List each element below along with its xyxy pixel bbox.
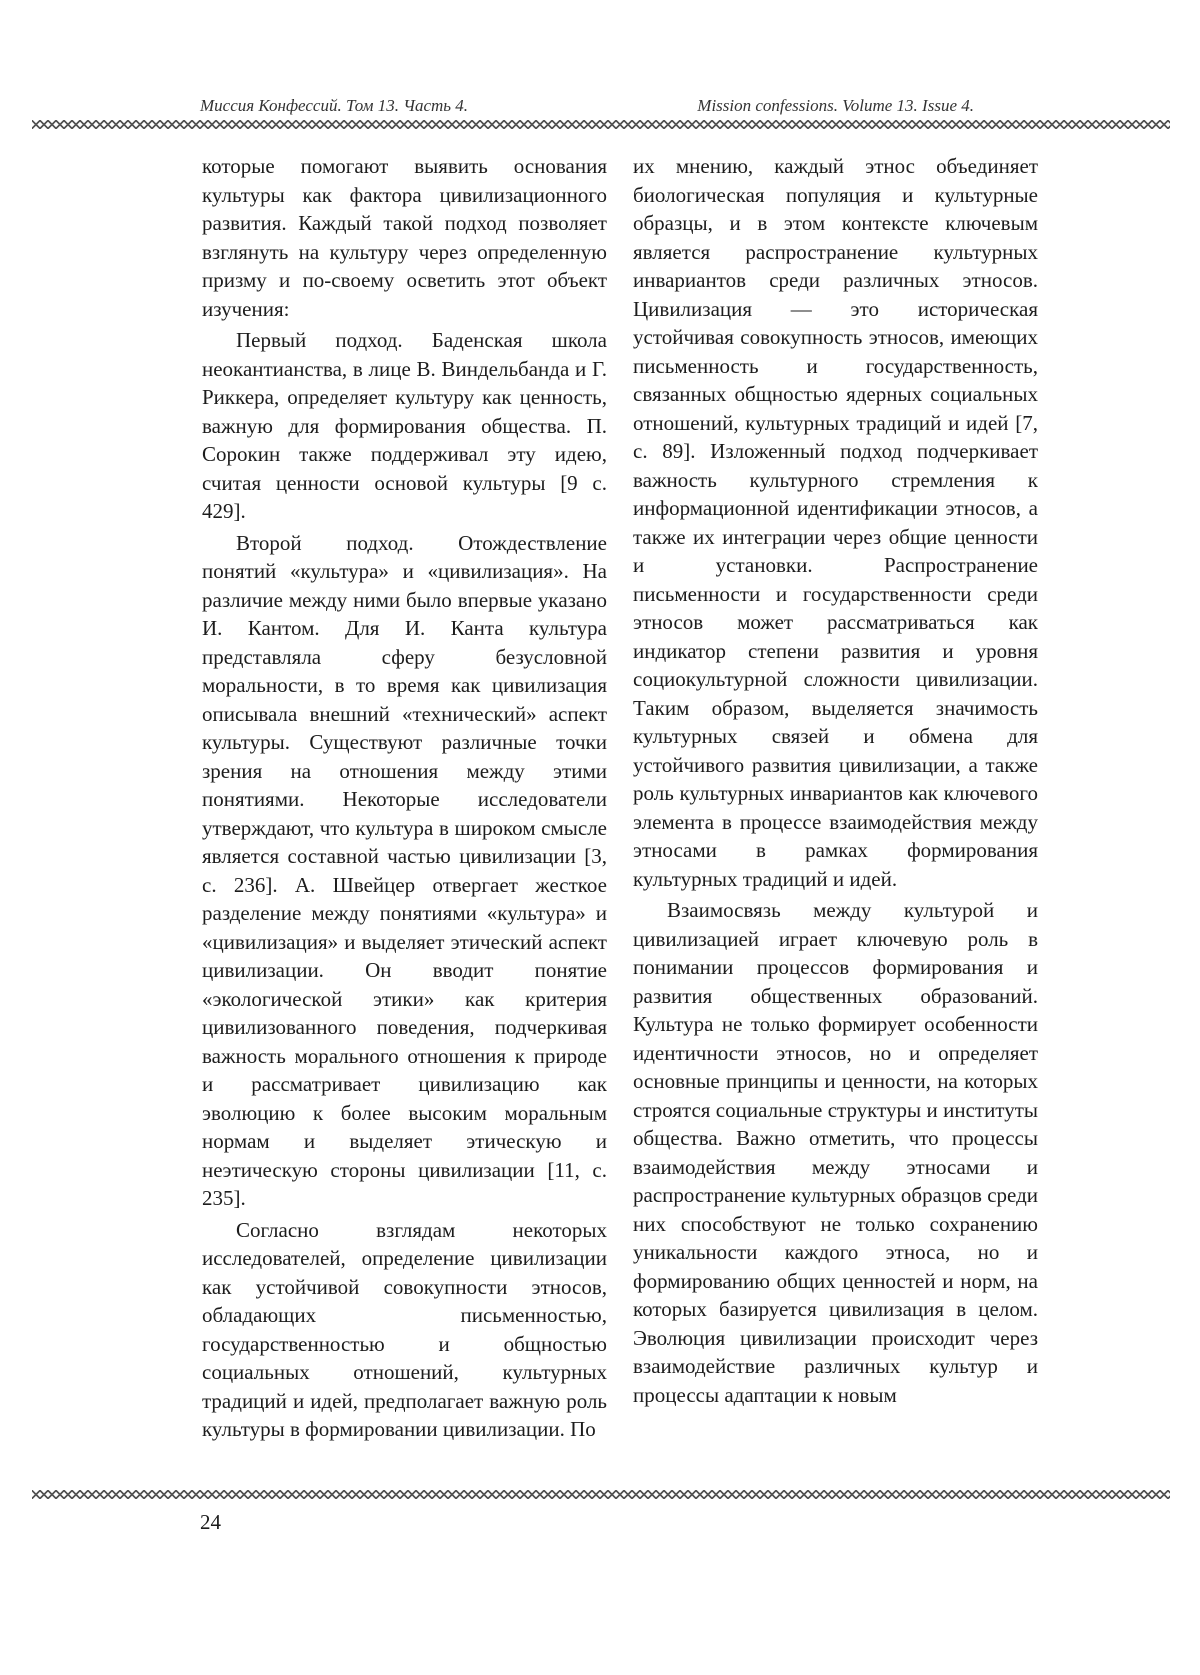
top-ornament-divider bbox=[32, 120, 1170, 129]
page-number: 24 bbox=[200, 1510, 221, 1534]
paragraph: Первый подход. Баденская школа неокантианства, в лице В. Виндельбанда и Г. Риккера, определяет культуру как ценность, важную для формирования общества. П. Сорокин также поддерживал эту идею, считая ценности основой культуры [9 с. 429]. bbox=[202, 328, 607, 523]
right-column bbox=[633, 152, 1038, 1472]
paragraph: Второй подход. Отождествление понятий «культура» и «цивилизация». На различие между ними было впервые указано И. Кантом. Для И. Канта культура представляла сферу безусловной моральности, в то время как цивилизация описывала внешний «технический» аспект культуры. Существуют различные точки зрения на отношения между этими понятиями. Некоторые исследователи утверждают, что культура в широком смысле является составной частью цивилизации [3, с. 236]. А. Швейцер отвергает жесткое разделение между понятиями «культура» и «цивилизация» и выделяет этический аспект цивилизации. Он вводит понятие «экологической этики» как критерия цивилизованного поведения, подчеркивая важность морального отношения к природе и рассматривает цивилизацию как эволюцию к более высоким моральным нормам и выделяет этическую и неэтическую стороны цивилизации [11, с. 235]. bbox=[202, 530, 607, 1210]
running-header-left: Миссия Конфессий. Том 13. Часть 4. bbox=[200, 96, 469, 115]
running-header-right: Mission confessions. Volume 13. Issue 4. bbox=[697, 96, 974, 115]
paragraph: Согласно взглядам некоторых исследователей, определение цивилизации как устойчивой совокупности этносов, обладающих письменностью, государственностью и общностью социальных отношений, культурных традиций и идей, предполагает важную роль культуры в формировании цивилизации. По bbox=[202, 1217, 607, 1441]
paragraph: Взаимосвязь между культурой и цивилизацией играет ключевую роль в понимании процессов формирования и развития общественных образований. Культура не только формирует особенности идентичности этносов, но и определяет основные принципы и ценности, на которых строятся социальные структуры и институты общества. Важно отметить, что процессы взаимодействия между этносами и распространение культурных образцов среди них способствуют не только сохранению уникальности каждого этноса, но и формированию общих ценностей и норм, на которых базируется цивилизация в целом. Эволюция цивилизации происходит через взаимодействие различных культур и процессы адаптации к новым bbox=[633, 898, 1038, 1407]
bottom-ornament-divider bbox=[32, 1490, 1170, 1499]
left-column bbox=[202, 152, 607, 1472]
paragraph: их мнению, каждый этнос объединяет биологическая популяция и культурные образцы, и в этом контексте ключевым является распространение культурных инвариантов среди различных этносов. Цивилизация — это историческая устойчивая совокупность этносов, имеющих письменность и государственность, связанных общностью ядерных социальных отношений, культурных традиций и идей [7, с. 89]. Изложенный подход подчеркивает важность культурного стремления к информационной идентификации этносов, а также их интеграции через общие ценности и установки. Распространение письменности и государственности среди этносов может рассматриваться как индикатор степени развития и уровня социокультурной сложности цивилизации. Таким образом, выделяется значимость культурных связей и обмена для устойчивого развития цивилизации, а также роль культурных инвариантов как ключевого элемента в процессе взаимодействия между этносами в рамках формирования культурных традиций и идей. bbox=[633, 154, 1038, 891]
paragraph: которые помогают выявить основания культуры как фактора цивилизационного развития. Каждый такой подход позволяет взглянуть на культуру через определенную призму и по-своему осветить этот объект изучения: bbox=[202, 154, 607, 321]
